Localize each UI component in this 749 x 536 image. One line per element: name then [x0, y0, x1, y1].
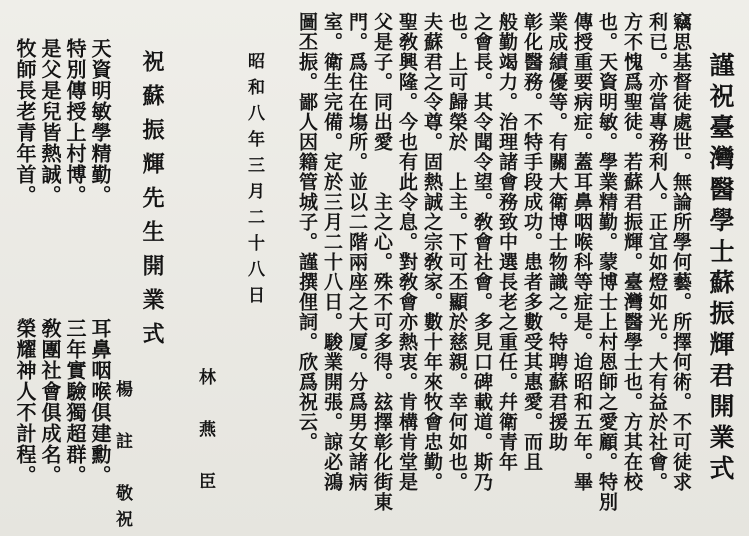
document-title: 謹祝臺灣醫學士蘇振輝君開業式 — [706, 52, 735, 486]
body-column: 父是子。同出愛 主之心。殊不可多得。玆擇彰化街東 — [371, 12, 393, 512]
body-column: 方不愧爲聖徒。若蘇君振輝。臺灣醫學士也。方其在校 — [621, 12, 643, 492]
poem-title: 祝蘇振輝先生開業式 — [139, 50, 165, 356]
poem-line: 三年實驗獨超群。 — [63, 318, 87, 486]
poem-line: 是父是兒皆熱誠。 — [38, 38, 62, 206]
body-column: 業成績優等。有關大衛博士物識之。特聘蘇君援助 — [546, 12, 568, 452]
poem-line: 牧師長老青年首。 — [13, 38, 37, 206]
body-column: 傳授重要病症。蓋耳鼻咽喉科等症是。迨昭和五年。畢 — [571, 12, 593, 492]
poem-line: 榮耀神人不計程。 — [13, 318, 37, 486]
document-author: 林 燕 臣 — [195, 368, 215, 498]
body-column: 般勤竭力。治理諸會務致中選長老之重任。幷衛青年 — [496, 12, 518, 472]
poem-line: 特別傳授上村博。 — [63, 38, 87, 206]
body-column: 夫蘇君之令尊。固熱誠之宗敎家。數十年來牧會忠勤。 — [421, 12, 443, 492]
body-column: 圖丕振。鄙人因籍管城子。謹撰俚詞。欣爲祝云。 — [296, 12, 318, 452]
body-column: 門。爲住在塲所。並以二階兩座之大厦。分爲男女諸病 — [346, 12, 368, 492]
body-column: 利已。亦當專務利人。正宜如燈如光。大有益於社會。 — [646, 12, 668, 492]
poem-author: 楊 註 敬祝 — [112, 380, 132, 536]
body-column: 之會長。其令聞令望。敎會社會。多見口碑載道。斯乃 — [471, 12, 493, 492]
body-column: 聖敎興隆。今也有此令息。對敎會亦熱衷。肯構肯堂是 — [396, 12, 418, 492]
poem-line: 天資明敏學精勤。 — [88, 38, 112, 206]
poem-line: 耳鼻咽喉俱建勳。 — [88, 318, 112, 486]
body-column: 也。上可歸榮於 上主。下可丕顯於慈親。幸何如也。 — [446, 12, 468, 492]
body-column: 也。天資明敏。學業精勤。蒙博士上村恩師之愛顧。特別 — [596, 12, 618, 512]
poem-line: 敎團社會俱成名。 — [38, 318, 62, 486]
body-column: 彰化醫務。不特手段成功。患者多數受其惠愛。而且 — [521, 12, 543, 472]
document-date: 昭和八年三月二十八日 — [244, 52, 264, 312]
body-column: 室。衛生完備。定於三月二十八日。駿業開張。諒必鴻 — [321, 12, 343, 492]
body-column: 竊思基督徒處世。無論所學何藝。所擇何術。不可徒求 — [670, 12, 692, 492]
